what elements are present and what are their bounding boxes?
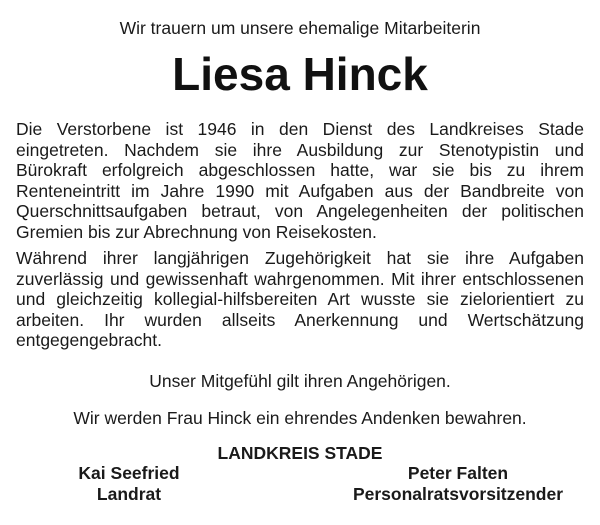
deceased-name: Liesa Hinck (172, 48, 428, 100)
condolence-line: Unser Mitgefühl gilt ihren Angehörigen. (149, 371, 451, 391)
signer-name: Peter Falten (407, 463, 509, 483)
organization-name: LANDKREIS STADE (217, 443, 383, 463)
biography-paragraph: Die Verstorbene ist 1946 in den Dienst des Landkreises Stade eingetreten. Nachdem sie ihre Ausbildung zur Stenotypistin und Bürokraft erfolgreich abgeschlossen hatte, war sie bis zu ihrem Renteneintritt im Jahre 1990 mit Aufgaben aus der Bandbreite von Querschnittsaufgaben betraut, von Angelegenheiten der politischen Gremien bis zur Abrechnung von Reisekosten. (16, 119, 584, 242)
signer-title: Landrat (96, 484, 162, 504)
tribute-paragraph: Während ihrer langjährigen Zugehörigkeit hat sie ihre Aufgaben zuverlässig und gewissenhaft wahrgenommen. Mit ihrer entschlossenen und gleichzeitig kollegial-hilfsbereiten Art wusste sie zielorientiert zu arbeiten. Ihr wurden allseits Anerkennung und Wertschätzung entgegengebracht. (16, 248, 584, 351)
signer-name: Kai Seefried (78, 463, 180, 483)
signer-right (338, 463, 578, 505)
memory-line: Wir werden Frau Hinck ein ehrendes Andenken bewahren. (73, 408, 527, 428)
signer-left (68, 463, 190, 505)
signer-title: Personalratsvorsitzender (352, 484, 564, 504)
intro-line: Wir trauern um unsere ehemalige Mitarbeiterin (119, 18, 481, 38)
